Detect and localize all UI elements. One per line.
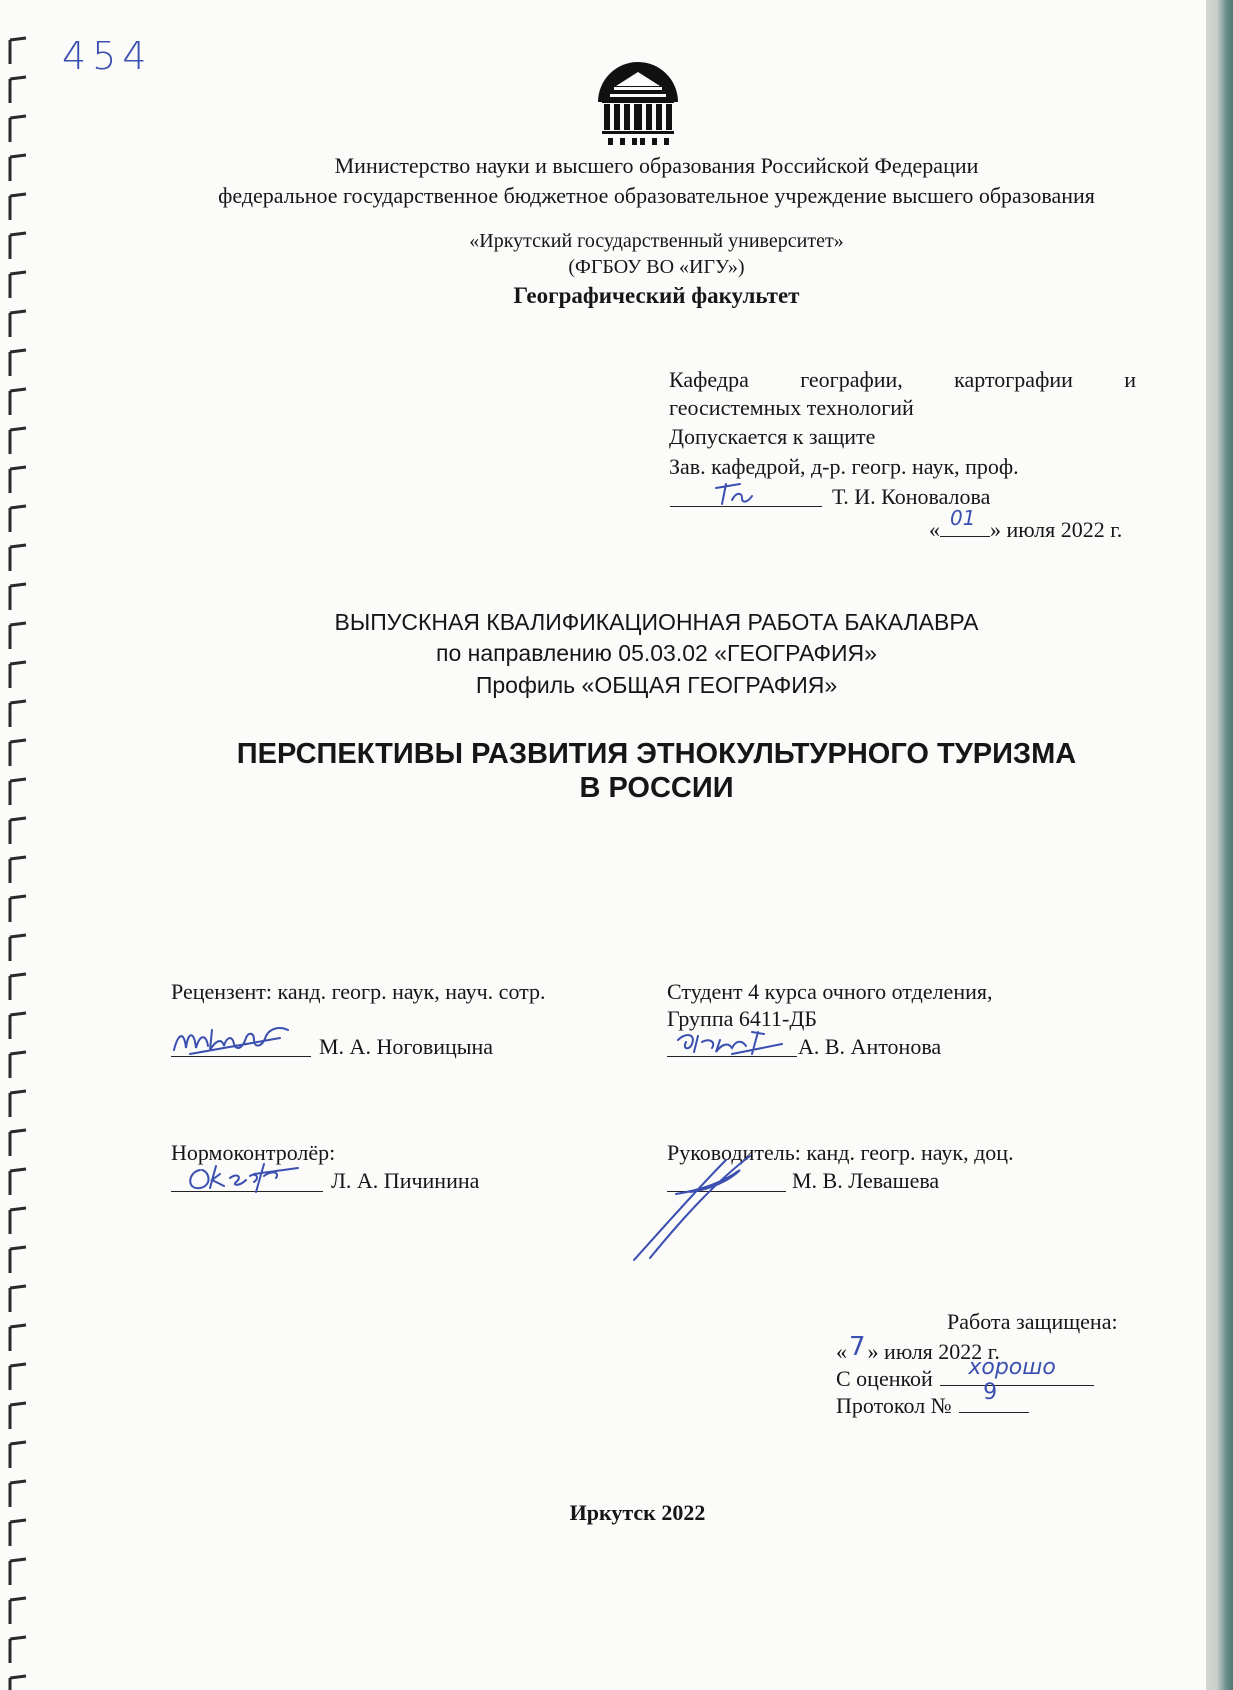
binding-ring xyxy=(10,77,26,103)
department-line-1 xyxy=(669,367,1136,393)
defense-protocol xyxy=(836,1380,1029,1419)
supervisor-name: М. В. Левашева xyxy=(792,1168,940,1193)
university-abbr: (ФГБОУ ВО «ИГУ») xyxy=(568,256,745,278)
binding-ring xyxy=(10,350,26,376)
protocol-value-handwritten: 9 xyxy=(983,1380,998,1405)
work-title-line-2: В РОССИИ xyxy=(579,772,734,804)
work-type: ВЫПУСКНАЯ КВАЛИФИКАЦИОННАЯ РАБОТА БАКАЛАВРА xyxy=(334,609,979,635)
defense-grade xyxy=(836,1355,1094,1392)
binding-ring xyxy=(10,1286,26,1312)
student-group: Группа 6411-ДБ xyxy=(667,1006,818,1031)
normcontrol-signature xyxy=(180,1156,310,1196)
supervisor-title: Руководитель: канд. геогр. наук, доц. xyxy=(667,1140,1014,1165)
binding-ring xyxy=(10,311,26,337)
student-title: Студент 4 курса очного отделения, xyxy=(667,979,993,1004)
binding-ring xyxy=(10,1091,26,1117)
binding-ring xyxy=(10,1364,26,1390)
university-building-logo-icon xyxy=(592,56,684,148)
ministry-line: Министерство науки и высшего образования Российской Федерации xyxy=(334,153,979,178)
binding-ring xyxy=(10,1676,26,1690)
defense-date-rest: » июля 2022 г. xyxy=(867,1339,1000,1364)
binding-ring xyxy=(10,1247,26,1273)
department-word: картографии xyxy=(954,367,1073,392)
date-day-handwritten: 01 xyxy=(940,514,990,537)
protocol-field xyxy=(959,1380,1029,1413)
work-title-line-1: ПЕРСПЕКТИВЫ РАЗВИТИЯ ЭТНОКУЛЬТУРНОГО ТУРИЗМА xyxy=(236,738,1077,770)
binding-ring xyxy=(10,1442,26,1468)
admitted-to-defense: Допускается к защите xyxy=(669,424,876,449)
binding-ring xyxy=(10,38,26,64)
binding-ring xyxy=(10,1598,26,1624)
department-word: и xyxy=(1124,367,1136,392)
student-name: А. В. Антонова xyxy=(798,1034,942,1059)
binding-ring xyxy=(10,1403,26,1429)
binding-ring xyxy=(10,506,26,532)
protocol-label: Протокол № xyxy=(836,1393,952,1418)
grade-label: С оценкой xyxy=(836,1366,933,1391)
binding-ring xyxy=(10,389,26,415)
binding-ring xyxy=(10,1325,26,1351)
binding-ring xyxy=(10,584,26,610)
normcontrol-name: Л. А. Пичинина xyxy=(331,1168,480,1193)
grade-field xyxy=(940,1355,1094,1386)
institution-type-line: федеральное государственное бюджетное образовательное учреждение высшего образования xyxy=(218,183,1095,208)
binding-ring xyxy=(10,1130,26,1156)
reviewer-signature xyxy=(170,1020,300,1060)
department-word: Кафедра xyxy=(669,367,749,392)
binding-ring xyxy=(10,701,26,727)
binding-ring xyxy=(10,116,26,142)
binding-ring xyxy=(10,935,26,961)
binding-ring xyxy=(10,428,26,454)
normcontrol-title: Нормоконтролёр: xyxy=(171,1140,336,1165)
binding-ring xyxy=(10,1013,26,1039)
binding-ring xyxy=(10,974,26,1000)
department-head-name: Т. И. Коновалова xyxy=(832,484,991,509)
head-signature xyxy=(710,476,760,510)
student-signature xyxy=(672,1026,792,1062)
work-profile: Профиль «ОБЩАЯ ГЕОГРАФИЯ» xyxy=(475,672,838,698)
work-direction: по направлению 05.03.02 «ГЕОГРАФИЯ» xyxy=(436,640,877,666)
reviewer-name: М. А. Ноговицына xyxy=(319,1034,494,1059)
binding-ring xyxy=(10,1208,26,1234)
scan-edge xyxy=(1206,0,1233,1690)
reviewer-title: Рецензент: канд. геогр. наук, науч. сотр. xyxy=(171,979,546,1004)
binding-ring xyxy=(10,857,26,883)
binding-ring xyxy=(10,1052,26,1078)
defense-title: Работа защищена: xyxy=(947,1309,1118,1334)
binding-ring xyxy=(10,1637,26,1663)
university-name: «Иркутский государственный университет» xyxy=(469,230,844,252)
binding-ring xyxy=(10,1169,26,1195)
date-open-quote: « xyxy=(929,517,940,542)
department-head-title: Зав. кафедрой, д-р. геогр. наук, проф. xyxy=(669,454,1019,479)
handwritten-page-number: 454 xyxy=(62,34,153,78)
binding-ring xyxy=(10,1559,26,1585)
defense-date-open-quote: « xyxy=(836,1339,847,1364)
grade-value-handwritten: хорошо xyxy=(968,1355,1056,1380)
city-year: Иркутск 2022 xyxy=(569,1500,706,1525)
supervisor-signature xyxy=(630,1150,780,1264)
defense-date-day: 7 xyxy=(849,1332,866,1362)
binding-ring xyxy=(10,545,26,571)
department-word: географии, xyxy=(800,367,903,392)
date-rest: » июля 2022 г. xyxy=(990,517,1123,542)
binding-ring xyxy=(10,896,26,922)
faculty-name: Географический факультет xyxy=(513,283,800,308)
spiral-binding xyxy=(0,0,36,1690)
department-line-2: геосистемных технологий xyxy=(669,395,914,420)
binding-ring xyxy=(10,818,26,844)
binding-ring xyxy=(10,467,26,493)
approval-date xyxy=(929,506,1123,543)
